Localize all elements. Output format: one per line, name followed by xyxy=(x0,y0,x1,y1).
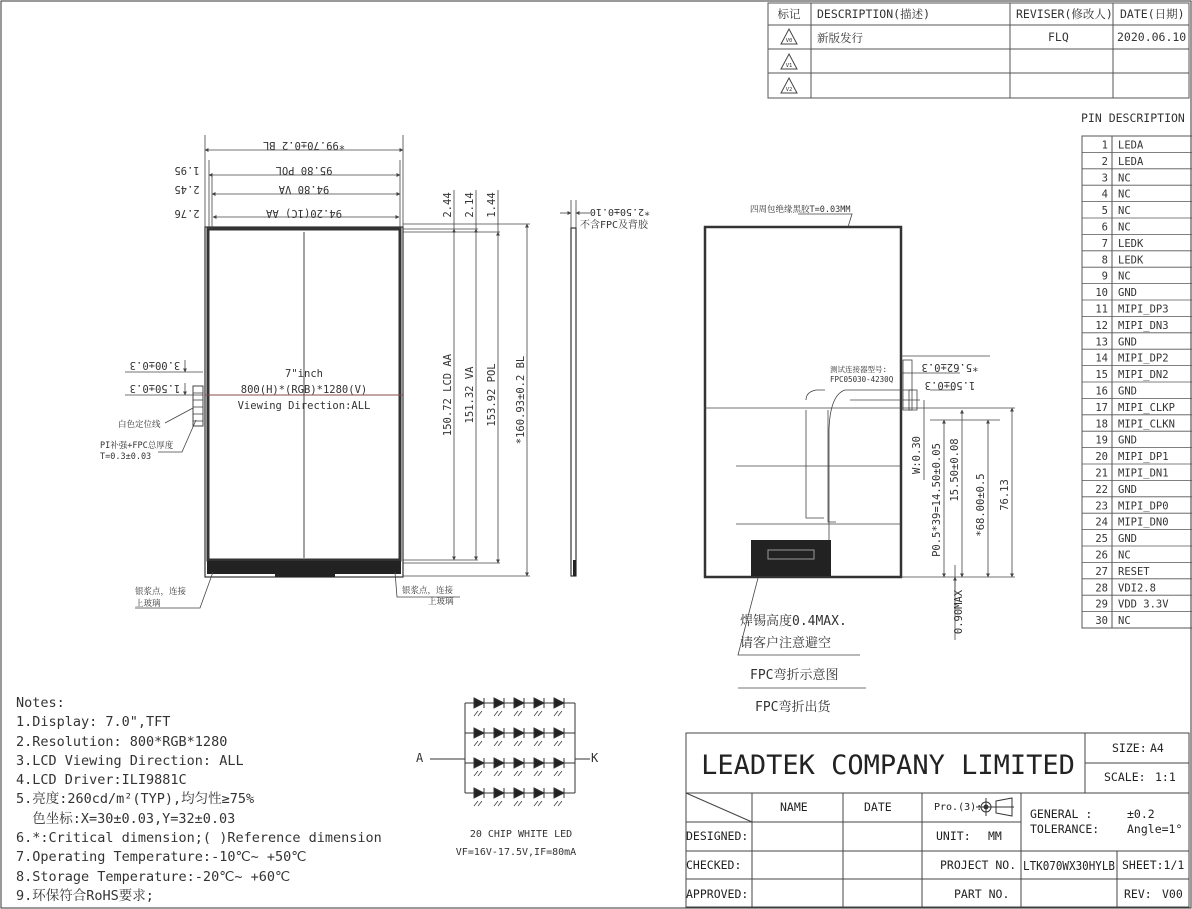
projection-label: Pro.(3): xyxy=(934,802,983,813)
dim-top-2: 2.14 xyxy=(464,192,476,218)
pin-name: MIPI_CLKP xyxy=(1118,401,1175,414)
pin-name: MIPI_DN1 xyxy=(1118,467,1169,480)
company-name: LEADTEK COMPANY LIMITED xyxy=(701,750,1075,781)
dim-side-1: 1.95 xyxy=(174,164,200,176)
pin-name: MIPI_DN2 xyxy=(1118,369,1169,382)
white-mark-label: 白色定位线 xyxy=(118,420,161,430)
note-line: 8.Storage Temperature:-20℃~ +60℃ xyxy=(16,868,291,885)
dim-small: 1.50±0.3 xyxy=(924,379,976,391)
pin-name: MIPI_DP1 xyxy=(1118,451,1169,464)
note-line: 5.亮度:260cd/m²(TYP),均匀性≥75% xyxy=(16,791,255,808)
pin-name: GND xyxy=(1118,385,1137,398)
led-diode-icon xyxy=(474,698,484,708)
pin-number: 27 xyxy=(1095,565,1108,578)
dim-pol-height: 153.92 POL xyxy=(486,363,498,427)
led-diode-icon xyxy=(554,788,564,798)
pin-name: MIPI_DP0 xyxy=(1118,500,1169,513)
dim-side-2: 2.45 xyxy=(174,183,200,195)
led-diode-icon xyxy=(554,758,564,768)
pin-name: GND xyxy=(1118,434,1137,447)
pin-name: LEDK xyxy=(1118,254,1144,267)
pin-description-title: PIN DESCRIPTION xyxy=(1081,111,1185,125)
led-diode-icon xyxy=(534,788,544,798)
pin-number: 10 xyxy=(1095,287,1108,300)
dim-left-1: 3.00±0.3 xyxy=(129,359,181,371)
sheet-label: SHEET:1/1 xyxy=(1122,858,1185,872)
pin-name: NC xyxy=(1118,172,1131,185)
led-diode-icon xyxy=(514,758,524,768)
note-line: 色坐标:X=30±0.03,Y=32±0.03 xyxy=(16,810,236,827)
pin-name: GND xyxy=(1118,287,1137,300)
led-anode: A xyxy=(416,751,424,765)
dim-pitch: P0.5*39=14.50±0.05 xyxy=(931,443,943,557)
led-diode-icon xyxy=(494,758,504,768)
pin-name: NC xyxy=(1118,615,1131,628)
dim-76: 76.13 xyxy=(999,479,1011,511)
silver-right-2: 上玻璃 xyxy=(428,597,454,607)
notes-title: Notes: xyxy=(16,695,65,711)
dim-fpc: 15.50±0.08 xyxy=(949,438,961,502)
note-line: 7.Operating Temperature:-10℃~ +50℃ xyxy=(16,849,307,866)
solder-note-2: 请客户注意避空 xyxy=(740,636,832,651)
rev-header-reviser: REVISER(修改人) xyxy=(1016,7,1113,21)
projection-symbol-icon xyxy=(976,798,1014,816)
pin-number: 17 xyxy=(1095,401,1108,414)
rev-label: REV: xyxy=(1124,887,1152,901)
dim-top-1: 2.44 xyxy=(442,192,454,218)
pin-name: VDD 3.3V xyxy=(1118,598,1169,611)
pin-number: 11 xyxy=(1095,303,1108,316)
dim-bl-height: *160.93±0.2 BL xyxy=(515,355,527,445)
name-col: NAME xyxy=(780,800,808,814)
connector-label: 测试连接器型号: xyxy=(830,365,888,374)
pin-number: 19 xyxy=(1095,434,1108,447)
pin-number: 8 xyxy=(1101,254,1108,267)
pin-name: RESET xyxy=(1118,565,1150,578)
connector-model: FPC05030-4230Q xyxy=(830,375,894,384)
pin-name: NC xyxy=(1118,221,1131,234)
led-diode-icon xyxy=(534,728,544,738)
pin-number: 29 xyxy=(1095,598,1108,611)
pin-name: GND xyxy=(1118,483,1137,496)
pin-number: 3 xyxy=(1101,172,1108,185)
led-diode-icon xyxy=(534,698,544,708)
checked-label: CHECKED: xyxy=(686,858,742,872)
silver-left-1: 银浆点，连接 xyxy=(135,587,187,597)
pin-name: LEDA xyxy=(1118,155,1144,168)
pin-name: MIPI_CLKN xyxy=(1118,418,1175,431)
unit-value: MM xyxy=(988,829,1002,843)
pin-name: MIPI_DP3 xyxy=(1118,303,1169,316)
designed-label: DESIGNED: xyxy=(686,829,749,843)
size-value: A4 xyxy=(1150,741,1164,755)
pin-number: 16 xyxy=(1095,385,1108,398)
dim-bl-width: *99.70±0.2 BL xyxy=(262,139,346,151)
solder-note-1: 焊锡高度0.4MAX. xyxy=(740,614,847,629)
led-diode-icon xyxy=(494,698,504,708)
pin-number: 13 xyxy=(1095,336,1108,349)
led-diode-icon xyxy=(554,728,564,738)
dim-top-3: 1.44 xyxy=(486,192,498,218)
pi-label-2: T=0.3±0.03 xyxy=(100,452,152,462)
led-caption: 20 CHIP WHITE LED xyxy=(469,829,573,840)
project-label: PROJECT NO. xyxy=(940,858,1017,872)
pin-number: 22 xyxy=(1095,483,1108,496)
pin-number: 24 xyxy=(1095,516,1108,529)
note-line: 9.环保符合RoHS要求; xyxy=(16,887,154,904)
pin-number: 18 xyxy=(1095,418,1108,431)
note-line: 2.Resolution: 800*RGB*1280 xyxy=(16,733,228,750)
pi-label-1: PI补强+FPC总厚度 xyxy=(100,441,174,451)
tolerance-label: TOLERANCE: xyxy=(1030,822,1100,836)
pin-number: 12 xyxy=(1095,319,1108,332)
note-line: 3.LCD Viewing Direction: ALL xyxy=(16,752,244,769)
approved-label: APPROVED: xyxy=(686,887,749,901)
pin-name: LEDK xyxy=(1118,237,1144,250)
rev-header-date: DATE(日期) xyxy=(1120,7,1185,21)
pin-name: LEDA xyxy=(1118,139,1144,152)
side-thickness: *2.50±0.10 xyxy=(589,206,651,217)
led-diode-icon xyxy=(474,728,484,738)
front-view xyxy=(100,135,530,609)
pin-number: 14 xyxy=(1095,352,1108,365)
dim-va-width: 94.80 VA xyxy=(278,183,330,195)
dim-top-right: *5.62±0.3 xyxy=(921,361,979,373)
pin-number: 30 xyxy=(1095,615,1108,628)
date-col: DATE xyxy=(864,800,892,814)
led-diode-icon xyxy=(474,758,484,768)
pin-name: NC xyxy=(1118,188,1131,201)
led-diode-icon xyxy=(514,698,524,708)
led-diode-icon xyxy=(534,758,544,768)
pin-number: 28 xyxy=(1095,582,1108,595)
rev-header-mark: 标记 xyxy=(777,7,801,21)
note-line: 6.*:Critical dimension;( )Reference dimension xyxy=(16,830,382,847)
silver-left-2: 上玻璃 xyxy=(135,599,161,609)
dim-aa-width: 94.20(1C) AA xyxy=(266,207,342,219)
dim-090: 0.90MAX xyxy=(953,589,965,635)
pin-number: 21 xyxy=(1095,467,1108,480)
led-diode-icon xyxy=(494,788,504,798)
rev-header-desc: DESCRIPTION(描述) xyxy=(817,7,931,21)
led-diode-icon xyxy=(554,698,564,708)
pin-number: 23 xyxy=(1095,500,1108,513)
pin-number: 6 xyxy=(1101,221,1108,234)
led-cathode: K xyxy=(591,751,599,765)
pin-number: 15 xyxy=(1095,369,1108,382)
pin-number: 9 xyxy=(1101,270,1108,283)
pin-table xyxy=(1082,136,1192,628)
pin-number: 4 xyxy=(1101,188,1108,201)
pin-number: 26 xyxy=(1095,549,1108,562)
pin-name: GND xyxy=(1118,533,1137,546)
dim-aa-height: 150.72 LCD AA xyxy=(442,353,454,437)
dim-va-height: 151.32 VA xyxy=(464,366,476,424)
side-note: 不含FPC及背胶 xyxy=(580,220,649,231)
general-label: GENERAL : xyxy=(1030,807,1093,821)
pin-number: 7 xyxy=(1101,237,1108,250)
led-spec: VF=16V-17.5V,IF=80mA xyxy=(455,847,577,858)
notes xyxy=(16,694,382,906)
pin-name: NC xyxy=(1118,270,1131,283)
silver-right-1: 银浆点，连接 xyxy=(402,586,454,596)
pin-name: MIPI_DP2 xyxy=(1118,352,1169,365)
notes-lines xyxy=(16,713,382,906)
note-line: 1.Display: 7.0",TFT xyxy=(16,714,171,731)
fpc-ship-note: FPC弯折出货 xyxy=(755,700,831,715)
rev-row-desc: 新版发行 xyxy=(817,31,863,45)
dim-w: W:0.30 xyxy=(911,436,923,474)
rev-mark-v0: V0 xyxy=(785,38,793,44)
note-line: 4.LCD Driver:ILI9881C xyxy=(16,772,187,789)
side-view xyxy=(560,200,650,576)
dim-68: *68.00±0.5 xyxy=(975,473,987,537)
pin-number: 20 xyxy=(1095,451,1108,464)
panel-size: 7"inch xyxy=(285,368,323,380)
scale-value: 1:1 xyxy=(1155,770,1176,784)
led-diode-icon xyxy=(514,788,524,798)
pin-name: NC xyxy=(1118,549,1131,562)
back-view xyxy=(704,204,1015,715)
pin-number: 5 xyxy=(1101,205,1108,218)
pin-name: GND xyxy=(1118,336,1137,349)
panel-view-direction: Viewing Direction:ALL xyxy=(237,400,371,412)
dim-side-3: 2.76 xyxy=(174,207,200,219)
unit-label: UNIT: xyxy=(936,829,971,843)
rev-mark-v1: V1 xyxy=(785,63,793,69)
pin-number: 1 xyxy=(1101,139,1108,152)
panel-resolution: 800(H)*(RGB)*1280(V) xyxy=(240,384,368,396)
rev-value: V00 xyxy=(1162,887,1183,901)
rev-row-reviser: FLQ xyxy=(1048,30,1069,44)
pin-name: NC xyxy=(1118,205,1131,218)
part-label: PART NO. xyxy=(954,887,1010,901)
angle-value: Angle=1° xyxy=(1127,822,1183,836)
dim-pol-width: 95.80 POL xyxy=(275,164,333,176)
project-value: LTK070WX30HYLB xyxy=(1023,858,1115,873)
rev-row-date: 2020.06.10 xyxy=(1117,30,1187,44)
pin-number: 2 xyxy=(1101,155,1108,168)
tol-value: ±0.2 xyxy=(1127,807,1155,821)
pin-number: 25 xyxy=(1095,533,1108,546)
rev-mark-v2: V2 xyxy=(785,87,793,93)
size-label: SIZE: xyxy=(1112,741,1147,755)
led-diode-icon xyxy=(494,728,504,738)
pin-name: MIPI_DN0 xyxy=(1118,516,1169,529)
pin-name: VDI2.8 xyxy=(1118,582,1156,595)
led-diode-icon xyxy=(474,788,484,798)
scale-label: SCALE: xyxy=(1104,770,1146,784)
pin-name: MIPI_DN3 xyxy=(1118,319,1169,332)
dim-left-2: 1.50±0.3 xyxy=(129,382,181,394)
led-schematic xyxy=(416,698,599,858)
led-diode-icon xyxy=(514,728,524,738)
back-tape-label: 四周包绝缘黑胶T=0.03MM xyxy=(750,205,851,215)
fpc-bend-note: FPC弯折示意图 xyxy=(750,668,839,683)
